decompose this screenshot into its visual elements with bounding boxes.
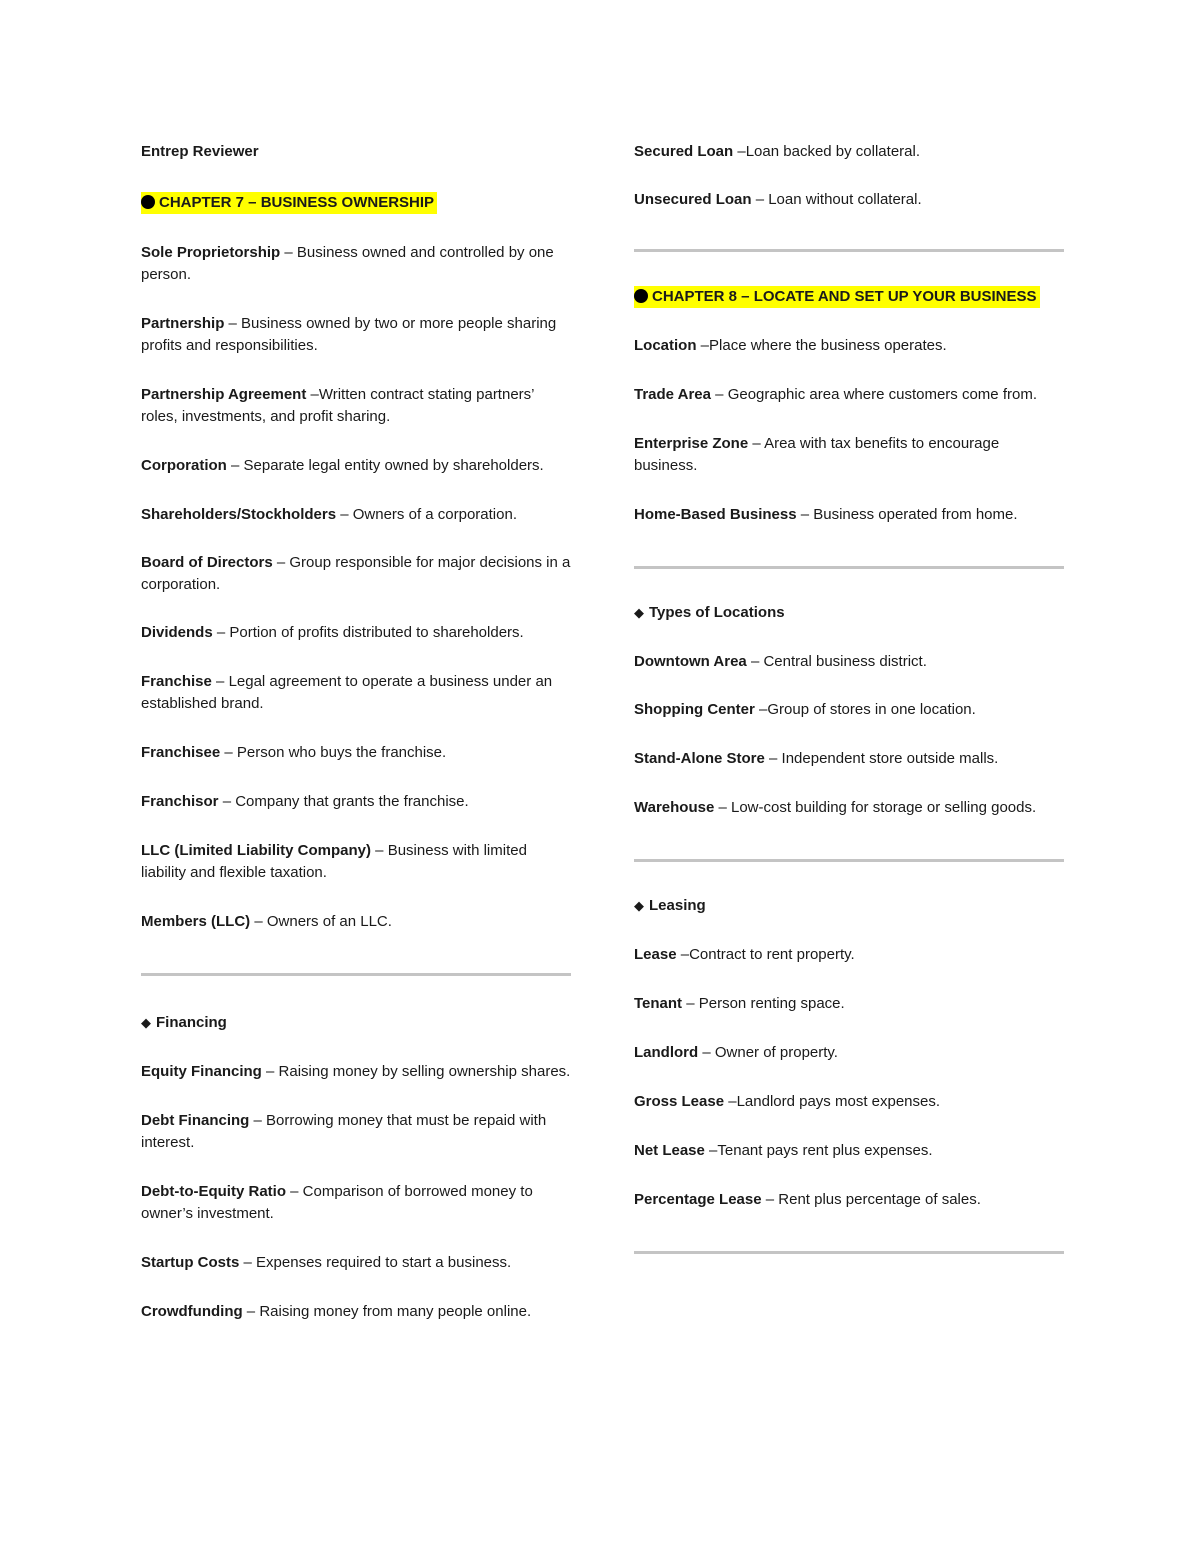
chapter7-entries: [141, 242, 571, 933]
entry-term: Franchise: [141, 673, 212, 690]
glossary-entry: [634, 433, 1064, 477]
entry-definition: Portion of profits distributed to shareholders.: [229, 624, 524, 641]
glossary-entry: [141, 742, 571, 764]
entry-separator: –: [224, 315, 242, 332]
entry-definition: Business owned by two or more people sharing profits and responsibilities.: [141, 315, 557, 354]
glossary-entry: [141, 455, 571, 477]
types-of-locations-entries: [634, 651, 1064, 819]
entry-term: Location: [634, 337, 697, 354]
entry-separator: –: [751, 191, 769, 208]
entry-definition: Business with limited liability and flexible taxation.: [141, 842, 527, 881]
entry-separator: –: [748, 435, 765, 452]
entry-definition: Rent plus percentage of sales.: [778, 1191, 981, 1208]
entry-definition: Written contract stating partners’ roles, investments, and profit sharing.: [141, 386, 534, 425]
types-of-locations-title: Types of Locations: [649, 604, 785, 621]
entry-term: Net Lease: [634, 1142, 705, 1159]
document-title: Entrep Reviewer: [141, 143, 259, 160]
entry-definition: Business owned and controlled by one person.: [141, 244, 554, 283]
section-divider: [634, 1251, 1064, 1254]
entry-term: Home-Based Business: [634, 506, 797, 523]
entry-definition: Person renting space.: [698, 995, 845, 1012]
glossary-entry: [634, 1189, 1064, 1211]
entry-term: Tenant: [634, 995, 683, 1012]
glossary-entry: [634, 993, 1064, 1015]
entry-separator: –: [698, 1044, 715, 1061]
glossary-entry: [141, 1252, 571, 1274]
diamond-bullet-icon: ◆: [634, 605, 644, 620]
entry-separator: –: [249, 1112, 267, 1129]
types-of-locations-heading: [634, 602, 1064, 624]
glossary-entry: [141, 504, 571, 526]
entry-term: Shareholders/Stockholders: [141, 506, 337, 523]
entry-term: Franchisor: [141, 793, 219, 810]
entry-separator: –: [218, 793, 236, 810]
entry-separator: –: [306, 386, 319, 403]
entry-separator: –: [714, 799, 731, 816]
entry-term: Trade Area: [634, 386, 711, 403]
entry-definition: Comparison of borrowed money to owner’s investment.: [141, 1183, 533, 1222]
entry-term: Sole Proprietorship: [141, 244, 281, 261]
entry-definition: Group responsible for major decisions in a corporation.: [141, 554, 571, 593]
entry-term: Franchisee: [141, 744, 221, 761]
entry-separator: –: [211, 673, 229, 690]
leasing-heading: [634, 895, 1064, 917]
entry-separator: –: [682, 995, 699, 1012]
glossary-entry: [634, 1042, 1064, 1064]
entry-definition: Company that grants the franchise.: [235, 793, 469, 810]
entry-definition: Landlord pays most expenses.: [736, 1093, 941, 1110]
glossary-entry: [141, 911, 571, 933]
entry-separator: –: [280, 244, 297, 261]
glossary-entry: [141, 552, 571, 596]
glossary-entry: [141, 1061, 571, 1083]
entry-separator: –: [796, 506, 814, 523]
glossary-entry: [634, 335, 1064, 357]
entry-definition: Business operated from home.: [813, 506, 1018, 523]
entry-definition: Loan without collateral.: [768, 191, 922, 208]
glossary-entry: [141, 313, 571, 357]
entry-separator: –: [711, 386, 728, 403]
entry-definition: Owners of a corporation.: [352, 506, 517, 523]
entry-term: Board of Directors: [141, 554, 273, 571]
chapter7-heading: [141, 192, 571, 214]
entry-term: Members (LLC): [141, 913, 251, 930]
entry-term: Downtown Area: [634, 653, 747, 670]
entry-term: Shopping Center: [634, 701, 755, 718]
entry-separator: –: [239, 1254, 257, 1271]
entry-separator: –: [754, 701, 768, 718]
entry-definition: Separate legal entity owned by shareholders.: [243, 457, 544, 474]
entry-term: Dividends: [141, 624, 213, 641]
entry-separator: –: [285, 1183, 303, 1200]
glossary-entry: [141, 622, 571, 644]
entry-term: Equity Financing: [141, 1063, 262, 1080]
entry-term: Warehouse: [634, 799, 715, 816]
financing-heading: [141, 1012, 571, 1034]
glossary-entry: [141, 791, 571, 813]
chapter8-title: CHAPTER 8 – LOCATE AND SET UP YOUR BUSINESS: [652, 288, 1037, 305]
entry-separator: –: [746, 653, 764, 670]
right-column: [634, 141, 1064, 1254]
glossary-entry: [634, 1140, 1064, 1162]
entry-term: Partnership Agreement: [141, 386, 307, 403]
entry-separator: –: [733, 143, 746, 160]
glossary-entry: [634, 699, 1064, 721]
entry-separator: –: [724, 1093, 737, 1110]
entry-term: Secured Loan: [634, 143, 734, 160]
leasing-title: Leasing: [649, 897, 706, 914]
financing-entries: [141, 1061, 571, 1323]
entry-definition: Person who buys the franchise.: [236, 744, 447, 761]
entry-separator: –: [761, 1191, 779, 1208]
entry-term: Debt Financing: [141, 1112, 250, 1129]
entry-definition: Legal agreement to operate a business under an established brand.: [141, 673, 553, 712]
entry-term: Debt-to-Equity Ratio: [141, 1183, 286, 1200]
entry-definition: Raising money from many people online.: [259, 1303, 532, 1320]
diamond-bullet-icon: ◆: [634, 898, 644, 913]
entry-definition: Loan backed by collateral.: [745, 143, 920, 160]
entry-definition: Contract to rent property.: [689, 946, 855, 963]
financing-title: Financing: [156, 1014, 227, 1031]
entry-separator: –: [371, 842, 388, 859]
entry-separator: –: [261, 1063, 279, 1080]
glossary-entry: [634, 748, 1064, 770]
entry-definition: Central business district.: [763, 653, 927, 670]
glossary-entry: [141, 671, 571, 715]
entry-term: Gross Lease: [634, 1093, 725, 1110]
chapter8-entries: [634, 335, 1064, 526]
entry-definition: Area with tax benefits to encourage business.: [634, 435, 1000, 474]
entry-separator: –: [696, 337, 710, 354]
entry-term: Startup Costs: [141, 1254, 240, 1271]
entry-term: Unsecured Loan: [634, 191, 752, 208]
glossary-entry: [634, 189, 1064, 211]
entry-definition: Geographic area where customers come from.: [727, 386, 1037, 403]
glossary-entry: [634, 797, 1064, 819]
glossary-entry: [634, 1091, 1064, 1113]
entry-definition: Independent store outside malls.: [781, 750, 999, 767]
glossary-entry: [141, 1181, 571, 1225]
entry-definition: Tenant pays rent plus expenses.: [717, 1142, 933, 1159]
entry-separator: –: [272, 554, 290, 571]
leasing-entries: [634, 944, 1064, 1211]
bullet-dot-icon: [141, 195, 155, 209]
entry-separator: –: [226, 457, 244, 474]
left-column: [141, 141, 571, 1323]
entry-term: Crowdfunding: [141, 1303, 243, 1320]
entry-separator: –: [212, 624, 230, 641]
entry-term: Partnership: [141, 315, 225, 332]
entry-definition: Low-cost building for storage or selling goods.: [730, 799, 1037, 816]
entry-separator: –: [764, 750, 782, 767]
glossary-entry: [141, 242, 571, 286]
entry-term: LLC (Limited Liability Company): [141, 842, 372, 859]
entry-definition: Owners of an LLC.: [266, 913, 392, 930]
entry-definition: Raising money by selling ownership shares.: [278, 1063, 571, 1080]
entry-separator: –: [250, 913, 267, 930]
glossary-entry: [141, 1110, 571, 1154]
diamond-bullet-icon: ◆: [141, 1015, 151, 1030]
entry-definition: Expenses required to start a business.: [256, 1254, 512, 1271]
glossary-entry: [634, 944, 1064, 966]
glossary-entry: [634, 141, 1064, 163]
entry-term: Percentage Lease: [634, 1191, 762, 1208]
chapter8-heading: [634, 286, 1064, 308]
financing-continued-entries: [634, 141, 1064, 211]
entry-term: Stand-Alone Store: [634, 750, 765, 767]
glossary-entry: [141, 384, 571, 428]
entry-definition: Group of stores in one location.: [767, 701, 976, 718]
entry-separator: –: [242, 1303, 260, 1320]
entry-separator: –: [704, 1142, 718, 1159]
bullet-dot-icon: [634, 289, 648, 303]
entry-definition: Borrowing money that must be repaid with interest.: [141, 1112, 547, 1151]
glossary-entry: [141, 840, 571, 884]
entry-term: Lease: [634, 946, 677, 963]
entry-separator: –: [336, 506, 353, 523]
entry-term: Landlord: [634, 1044, 699, 1061]
glossary-entry: [634, 384, 1064, 406]
entry-term: Corporation: [141, 457, 227, 474]
entry-definition: Place where the business operates.: [709, 337, 947, 354]
chapter7-title: CHAPTER 7 – BUSINESS OWNERSHIP: [159, 194, 435, 211]
entry-separator: –: [676, 946, 690, 963]
entry-separator: –: [220, 744, 237, 761]
glossary-entry: [634, 504, 1064, 526]
glossary-entry: [634, 651, 1064, 673]
glossary-entry: [141, 1301, 571, 1323]
entry-definition: Owner of property.: [714, 1044, 838, 1061]
entry-term: Enterprise Zone: [634, 435, 749, 452]
